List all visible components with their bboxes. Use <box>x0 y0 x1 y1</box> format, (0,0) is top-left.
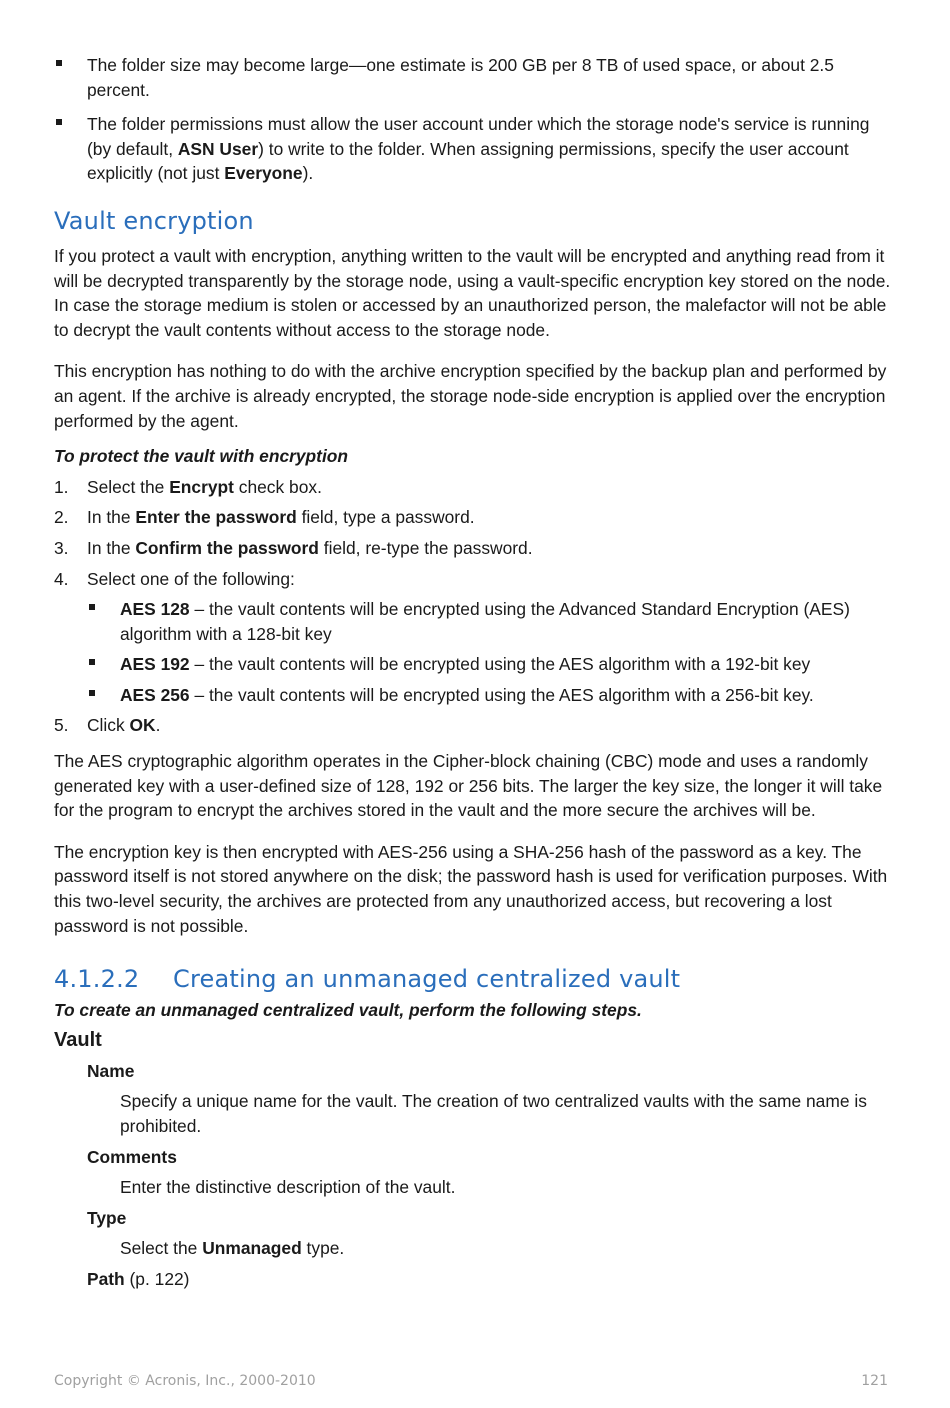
paragraph: If you protect a vault with encryption, anything written to the vault will be encrypted and anything read from it will be decrypted transparently by the storage node, using a vault-specific encryption key stored on the node. In case the storage medium is stolen or accessed by an unauthorized person, the malefactor will not be able to decrypt the vault contents without access to the storage node. <box>54 245 891 340</box>
term-description: Select the Unmanaged type. <box>120 1238 345 1259</box>
section-heading-vault-encryption: Vault encryption <box>54 206 254 235</box>
list-item: 3. In the Confirm the password field, re-type the password. <box>54 537 533 558</box>
term-description: Enter the distinctive description of the vault. <box>120 1177 456 1198</box>
term-comments: Comments <box>87 1146 177 1167</box>
procedure-title: To create an unmanaged centralized vault, perform the following steps. <box>54 1000 642 1021</box>
section-number: 4.1.2.2 <box>54 965 140 994</box>
paragraph: This encryption has nothing to do with the archive encryption specified by the backup plan and performed by an agent. If the archive is already encrypted, the storage node-side encryption is applied over the encryption performed by the agent. <box>54 361 887 431</box>
list-item: AES 128 – the vault contents will be encrypted using the Advanced Standard Encryption (AES) algorithm with a 128-bit key <box>87 597 892 646</box>
section-heading-unmanaged-vault: 4.1.2.2 Creating an unmanaged centralized vault <box>54 965 681 994</box>
term-description: Specify a unique name for the vault. The creation of two centralized vaults with the same name is prohibited. <box>120 1091 867 1136</box>
list-item: AES 192 – the vault contents will be encrypted using the AES algorithm with a 192-bit key <box>87 652 892 677</box>
list-item: 4. Select one of the following: <box>54 568 295 589</box>
list-item: The folder permissions must allow the user account under which the storage node's service is running (by default, ASN User) to write to the folder. When assigning permissions, specify the user account explicitly (not just Everyone). <box>54 112 892 186</box>
page-reference-link[interactable]: (p. 122) <box>124 1268 190 1289</box>
page-number: 121 <box>861 1373 888 1389</box>
term-type: Type <box>87 1207 127 1228</box>
document-page <box>54 53 892 1298</box>
list-item: 5. Click OK. <box>54 715 161 736</box>
list-item: The folder size may become large—one estimate is 200 GB per 8 TB of used space, or about 2.5 percent. <box>54 53 892 102</box>
list-item: 2. In the Enter the password field, type a password. <box>54 507 475 528</box>
procedure-title: To protect the vault with encryption <box>54 446 349 467</box>
term-name: Name <box>87 1060 135 1081</box>
term-path: Path (p. 122) <box>87 1268 190 1289</box>
copyright: Copyright © Acronis, Inc., 2000-2010 <box>54 1373 316 1389</box>
paragraph: The encryption key is then encrypted with AES-256 using a SHA-256 hash of the password as a key. The password itself is not stored anywhere on the disk; the password hash is used for verification purposes. With this two-level security, the archives are protected from any unauthorized access, but recovering a lost password is not possible. <box>54 841 888 936</box>
page-footer <box>54 1372 888 1390</box>
subsection-heading-vault: Vault <box>54 1028 102 1051</box>
list-item: 1. Select the Encrypt check box. <box>54 476 322 497</box>
paragraph: The AES cryptographic algorithm operates in the Cipher-block chaining (CBC) mode and uses a randomly generated key with a user-defined size of 128, 192 or 256 bits. The larger the key size, the longer it will take for the program to encrypt the archives stored in the vault and the more secure the archives will be. <box>54 751 883 821</box>
list-item: AES 256 – the vault contents will be encrypted using the AES algorithm with a 256-bit key. <box>87 683 892 708</box>
